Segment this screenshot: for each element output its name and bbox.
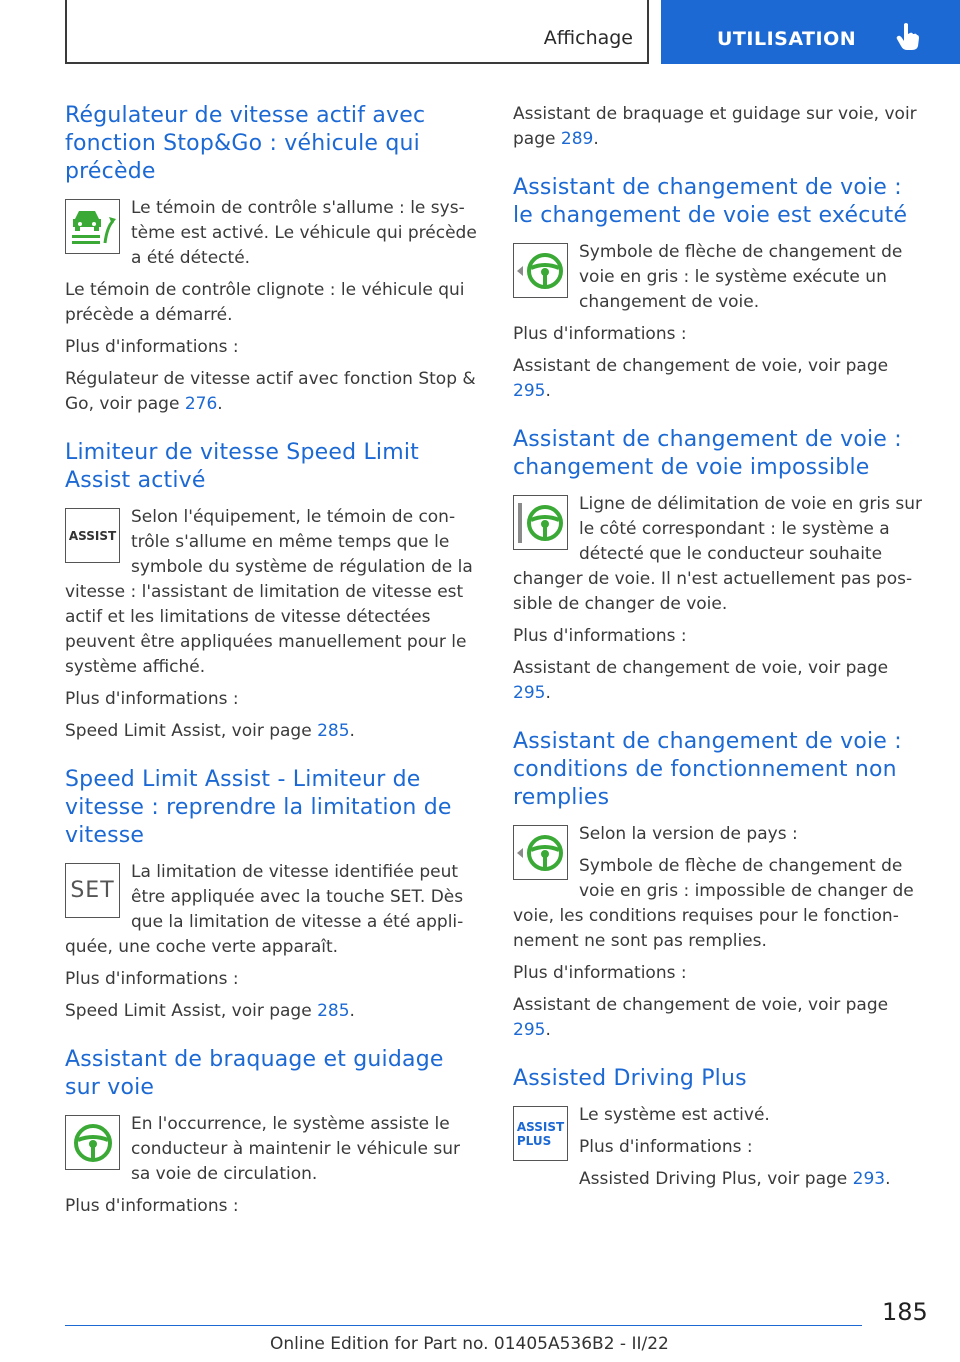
heading-lane-change-impossible: Assistant de changement de voie : changement de voie impossible: [513, 427, 902, 480]
sla-desc-1: Selon l'équipement, le témoin de contrôle s'allume en même temps que le symbole du système de régulation de la vitesse : l'assistant de limitation de vitesse est actif et les limitations de vitesse détectées peuvent être appliquées manuellement pour le système affiché.: [65, 507, 473, 677]
assist-indicator: [65, 508, 120, 563]
sla-reference: Speed Limit Assist, voir page 285.: [65, 721, 355, 741]
lane-change-conditions-country: Selon la version de pays :: [579, 824, 798, 844]
heading-sla-resume: Speed Limit Assist - Limiteur de vitesse : reprendre la limitation de vitesse: [65, 767, 452, 848]
assist-plus-icon-label: ASSIST PLUS: [516, 1119, 565, 1148]
steering-desc: En l'occurrence, le système assiste le conducteur à maintenir le véhicule sur sa voie de circulation.: [131, 1114, 460, 1184]
adp-reference: Assisted Driving Plus, voir page 293.: [579, 1169, 891, 1189]
header-chapter-label: UTILISATION: [717, 28, 857, 50]
lane-change-arrow-indicator: [513, 243, 568, 298]
car-ahead-icon: [69, 207, 117, 247]
steering-wheel-lane-line-icon: [516, 501, 566, 545]
adp-desc: Le système est activé.: [579, 1105, 770, 1125]
heading-lane-change-conditions: Assistant de changement de voie : conditions de fonctionnement non remplies: [513, 729, 902, 810]
sla-resume-desc: La limitation de vitesse identifiée peut être appliquée avec la touche SET. Dès que la limitation de vitesse a été appliquée, une coche verte apparaît.: [65, 862, 464, 957]
acc-desc-2: Le témoin de contrôle clignote : le véhicule qui précède a démarré.: [65, 280, 465, 325]
heading-steering-lane: Assistant de braquage et guidage sur voie: [65, 1047, 444, 1100]
lane-change-impossible-reference: Assistant de changement de voie, voir page 295.: [513, 658, 889, 703]
sla-more-info: Plus d'informations :: [65, 689, 239, 709]
right-column: [513, 102, 928, 1199]
header-chapter-tab: [661, 0, 960, 64]
assist-icon-label: ASSIST: [68, 528, 117, 543]
page-link-289[interactable]: 289: [560, 129, 594, 149]
lane-change-impossible-desc: Ligne de délimitation de voie en gris sur le côté correspondant : le système a détecté que le conducteur souhaite changer de voie. Il n'est actuellement pas possible de changer de voie.: [513, 494, 923, 614]
heading-speed-limit-assist: Limiteur de vitesse Speed Limit Assist activé: [65, 440, 419, 493]
page-link-295a[interactable]: 295: [513, 381, 546, 401]
sla-resume-reference: Speed Limit Assist, voir page 285.: [65, 1001, 355, 1021]
heading-lane-change-executed: Assistant de changement de voie : le changement de voie est exécuté: [513, 175, 908, 228]
page-link-295c[interactable]: 295: [513, 1020, 546, 1040]
header-section-tab: [65, 0, 649, 64]
footer-edition: Online Edition for Part no. 01405A536B2 - II/22: [270, 1334, 669, 1354]
lane-boundary-indicator: [513, 495, 568, 550]
hand-pointer-icon: [895, 22, 921, 52]
set-icon-label: SET: [70, 877, 115, 903]
sla-resume-more-info: Plus d'informations :: [65, 969, 239, 989]
acc-vehicle-ahead-indicator: [65, 199, 120, 254]
steering-reference: Assistant de braquage et guidage sur voie, voir page 289.: [513, 104, 917, 149]
lane-change-conditions-reference: Assistant de changement de voie, voir page 295.: [513, 995, 889, 1040]
lane-change-conditions-more-info: Plus d'informations :: [513, 963, 687, 983]
heading-acc-stopgo: Régulateur de vitesse actif avec fonction Stop&Go : véhicule qui précède: [65, 103, 426, 184]
steering-more-info: Plus d'informations :: [65, 1196, 239, 1216]
footer-divider: [65, 1325, 862, 1326]
acc-more-info: Plus d'informations :: [65, 337, 239, 357]
lane-change-conditions-desc: Symbole de flèche de changement de voie en gris : impossible de changer de voie, les conditions requises pour le fonctionnement ne sont pas remplies.: [513, 856, 914, 951]
lane-change-arrow-indicator-2: [513, 825, 568, 880]
page-link-276[interactable]: 276: [184, 394, 218, 414]
lane-change-executed-more-info: Plus d'informations :: [513, 324, 687, 344]
heading-assisted-driving-plus: Assisted Driving Plus: [513, 1066, 747, 1091]
left-column: [65, 102, 477, 1226]
lane-change-executed-reference: Assistant de changement de voie, voir page 295.: [513, 356, 889, 401]
lane-change-executed-desc: Symbole de flèche de changement de voie en gris : le système exécute un changement de voie.: [579, 242, 903, 312]
assist-plus-indicator: [513, 1106, 568, 1161]
lane-change-impossible-more-info: Plus d'informations :: [513, 626, 687, 646]
steering-wheel-arrow-icon: [516, 250, 566, 292]
steering-assist-indicator: [65, 1115, 120, 1170]
page-link-285b[interactable]: 285: [317, 1001, 350, 1021]
acc-reference: Régulateur de vitesse actif avec fonction Stop & Go, voir page 276.: [65, 369, 476, 414]
page-link-293[interactable]: 293: [852, 1169, 886, 1189]
acc-desc-1: Le témoin de contrôle s'allume : le système est activé. Le véhicule qui précède a été détecté.: [131, 198, 477, 268]
page-link-295b[interactable]: 295: [513, 683, 546, 703]
adp-more-info: Plus d'informations :: [579, 1137, 753, 1157]
page-number: 185: [882, 1298, 928, 1326]
header-section-label: Affichage: [543, 27, 633, 49]
page-link-285[interactable]: 285: [317, 721, 350, 741]
set-indicator: [65, 863, 120, 918]
steering-wheel-arrow-icon-2: [516, 832, 566, 874]
steering-wheel-icon: [72, 1122, 114, 1164]
